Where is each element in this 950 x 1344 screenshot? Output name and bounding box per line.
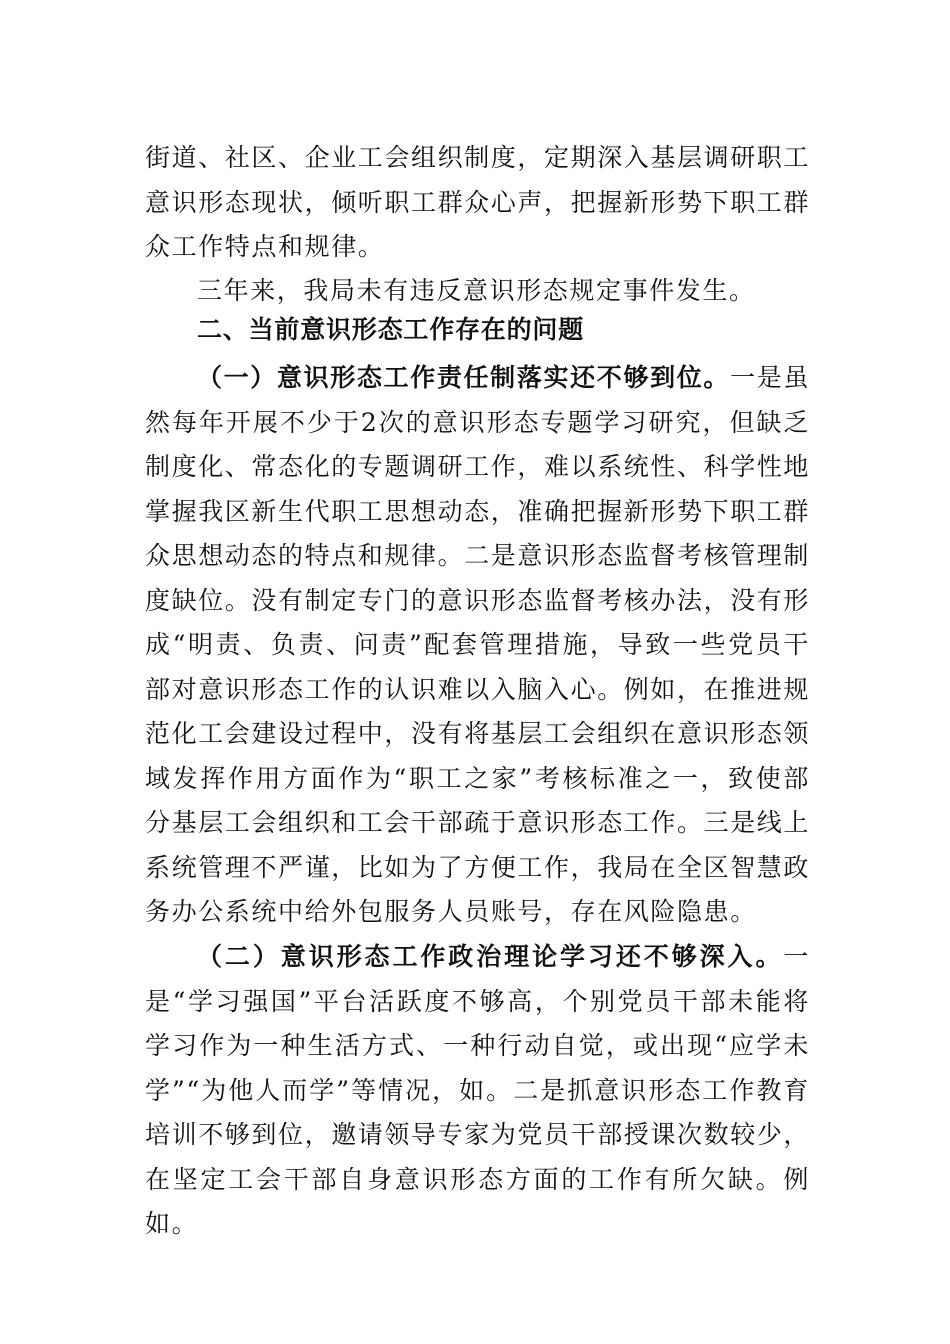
issue-two-body: 一是“学习强国”平台活跃度不够高，个别党员干部未能将学习作为一种生活方式、一种行动自觉，或出现“应学未学”“为他人而学”等情况，如。二是抓意识形态工作教育培训不够到位，邀请领导专家为党员干部授课次数较少，在坚定工会干部自身意识形态方面的工作有所欠缺。例如。 bbox=[145, 942, 811, 1238]
section-heading: 二、当前意识形态工作存在的问题 bbox=[197, 315, 585, 344]
issue-one-body: 一是虽然每年开展不少于2次的意识形态专题学习研究，但缺乏制度化、常态化的专题调研工作，难以系统性、科学性地掌握我区新生代职工思想动态，准确把握新形势下职工群众思想动态的特点和规律。二是意识形态监督考核管理制度缺位。没有制定专门的意识形态监督考核办法，没有形成“明责、负责、问责”配套管理措施，导致一些党员干部对意识形态工作的认识难以入脑入心。例如，在推进规范化工会建设过程中，没有将基层工会组织在意识形态领域发挥作用方面作为“职工之家”考核标准之一，致使部分基层工会组织和工会干部疏于意识形态工作。三是线上系统管理不严谨，比如为了方便工作，我局在全区智慧政务办公系统中给外包服务人员账号，存在风险隐患。 bbox=[145, 363, 811, 926]
paragraph-issue-two bbox=[145, 935, 810, 1247]
issue-two-lead: （二）意识形态工作政治理论学习还不够深入。 bbox=[197, 942, 784, 971]
paragraph-no-violation: 三年来，我局未有违反意识形态规定事件发生。 bbox=[197, 276, 756, 305]
issue-one-lead: （一）意识形态工作责任制落实还不够到位。 bbox=[197, 363, 731, 392]
paragraph-continuation: 街道、社区、企业工会组织制度，定期深入基层调研职工意识形态现状，倾听职工群众心声，把握新形势下职工群众工作特点和规律。 bbox=[145, 143, 811, 261]
paragraph-issue-one bbox=[145, 356, 810, 935]
